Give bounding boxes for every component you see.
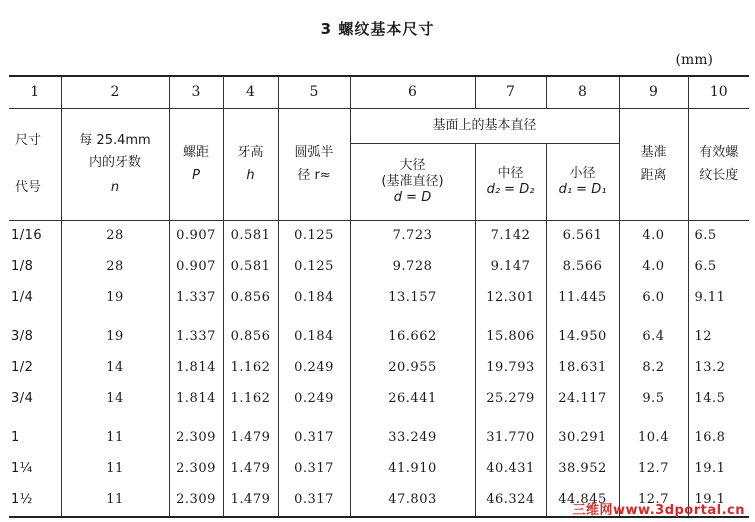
column-number: 2 bbox=[61, 76, 169, 109]
minor-diameter-header-line1: 小径 bbox=[569, 165, 596, 181]
column-number: 9 bbox=[619, 76, 688, 109]
thread-length-cell: 6.5 bbox=[688, 221, 749, 253]
thread-length-header bbox=[688, 109, 749, 221]
radius-cell: 0.249 bbox=[278, 353, 350, 384]
column-number: 3 bbox=[169, 76, 223, 109]
thread-length-header-line1: 有效螺 bbox=[699, 145, 739, 161]
teeth-count-cell: 11 bbox=[61, 415, 169, 454]
thread-height-header-line2: h bbox=[246, 167, 255, 183]
teeth-count-cell: 28 bbox=[61, 252, 169, 283]
size-cell: 1/8 bbox=[9, 252, 61, 283]
teeth-count-cell: 11 bbox=[61, 454, 169, 485]
minor-diameter-header-line2: d₁ = D₁ bbox=[558, 182, 607, 197]
pitch-diameter-cell: 40.431 bbox=[475, 454, 546, 485]
radius-cell: 0.317 bbox=[278, 454, 350, 485]
gauge-distance-header-line2: 距离 bbox=[640, 167, 667, 183]
teeth-count-cell: 14 bbox=[61, 353, 169, 384]
pitch-diameter-cell: 7.142 bbox=[475, 221, 546, 253]
radius-header-line2: 径 r≈ bbox=[297, 167, 331, 183]
major-diameter-cell: 33.249 bbox=[350, 415, 475, 454]
major-diameter-header-line1: 大径 bbox=[399, 157, 426, 173]
radius-cell: 0.125 bbox=[278, 221, 350, 253]
table-row bbox=[9, 454, 749, 485]
table-row bbox=[9, 353, 749, 384]
gauge-distance-cell: 6.0 bbox=[619, 283, 688, 314]
gauge-distance-cell: 9.5 bbox=[619, 384, 688, 415]
column-number: 5 bbox=[278, 76, 350, 109]
teeth-count-cell: 19 bbox=[61, 283, 169, 314]
radius-header-line1: 圆弧半 bbox=[294, 145, 334, 161]
pitch-cell: 1.337 bbox=[169, 314, 223, 353]
gauge-distance-cell: 8.2 bbox=[619, 353, 688, 384]
radius-cell: 0.317 bbox=[278, 415, 350, 454]
column-number: 6 bbox=[350, 76, 475, 109]
size-cell: 1 bbox=[9, 415, 61, 454]
size-header-line1: 尺寸 bbox=[15, 133, 42, 149]
thread-length-cell: 19.1 bbox=[688, 454, 749, 485]
table-row bbox=[9, 314, 749, 353]
gauge-distance-cell: 10.4 bbox=[619, 415, 688, 454]
thread-dimensions-table bbox=[9, 75, 749, 518]
minor-diameter-cell: 24.117 bbox=[546, 384, 619, 415]
size-header-line2: 代号 bbox=[15, 179, 42, 195]
pitch-header-line2: P bbox=[192, 167, 200, 183]
thread-height-cell: 1.479 bbox=[223, 415, 278, 454]
minor-diameter-cell: 8.566 bbox=[546, 252, 619, 283]
teeth-count-cell: 19 bbox=[61, 314, 169, 353]
pitch-cell: 2.309 bbox=[169, 415, 223, 454]
gauge-distance-cell: 4.0 bbox=[619, 252, 688, 283]
minor-diameter-cell: 44.845 bbox=[546, 485, 619, 517]
thread-height-cell: 1.479 bbox=[223, 454, 278, 485]
table-row bbox=[9, 221, 749, 253]
thread-length-cell: 19.1 bbox=[688, 485, 749, 517]
major-diameter-cell: 9.728 bbox=[350, 252, 475, 283]
minor-diameter-cell: 11.445 bbox=[546, 283, 619, 314]
pitch-diameter-cell: 19.793 bbox=[475, 353, 546, 384]
pitch-diameter-cell: 25.279 bbox=[475, 384, 546, 415]
radius-header bbox=[278, 109, 350, 221]
pitch-diameter-cell: 31.770 bbox=[475, 415, 546, 454]
pitch-cell: 1.337 bbox=[169, 283, 223, 314]
column-number: 1 bbox=[9, 76, 61, 109]
tpi-header-line1: 每 25.4mm bbox=[79, 133, 151, 149]
pitch-cell: 1.814 bbox=[169, 384, 223, 415]
thread-height-cell: 0.581 bbox=[223, 252, 278, 283]
thread-length-cell: 9.11 bbox=[688, 283, 749, 314]
watermark: 三维网www.3dportal.cn bbox=[572, 503, 745, 518]
column-number: 8 bbox=[546, 76, 619, 109]
size-cell: 1¼ bbox=[9, 454, 61, 485]
teeth-count-cell: 28 bbox=[61, 221, 169, 253]
thread-length-cell: 13.2 bbox=[688, 353, 749, 384]
size-cell: 1/16 bbox=[9, 221, 61, 253]
tpi-header bbox=[61, 109, 169, 221]
column-number: 4 bbox=[223, 76, 278, 109]
thread-height-header-line1: 牙高 bbox=[237, 145, 264, 161]
major-diameter-cell: 13.157 bbox=[350, 283, 475, 314]
thread-height-cell: 0.581 bbox=[223, 221, 278, 253]
column-number-row bbox=[9, 76, 749, 109]
radius-cell: 0.125 bbox=[278, 252, 350, 283]
size-header bbox=[9, 109, 61, 221]
gauge-distance-header bbox=[619, 109, 688, 221]
major-diameter-cell: 26.441 bbox=[350, 384, 475, 415]
pitch-diameter-cell: 15.806 bbox=[475, 314, 546, 353]
unit-label: (mm) bbox=[675, 52, 713, 68]
size-cell: 3/8 bbox=[9, 314, 61, 353]
thread-height-header bbox=[223, 109, 278, 221]
minor-diameter-cell: 30.291 bbox=[546, 415, 619, 454]
teeth-count-cell: 11 bbox=[61, 485, 169, 517]
gauge-distance-cell: 6.4 bbox=[619, 314, 688, 353]
pitch-diameter-cell: 12.301 bbox=[475, 283, 546, 314]
table-body bbox=[9, 221, 749, 518]
thread-height-cell: 1.162 bbox=[223, 384, 278, 415]
basic-diameter-group-header: 基面上的基本直径 bbox=[350, 109, 619, 144]
pitch-diameter-cell: 9.147 bbox=[475, 252, 546, 283]
gauge-distance-header-line1: 基准 bbox=[640, 145, 667, 161]
radius-cell: 0.184 bbox=[278, 283, 350, 314]
pitch-diameter-header-line2: d₂ = D₂ bbox=[486, 182, 535, 197]
minor-diameter-cell: 14.950 bbox=[546, 314, 619, 353]
major-diameter-header-line3: d = D bbox=[393, 190, 432, 206]
table-row bbox=[9, 415, 749, 454]
column-number: 10 bbox=[688, 76, 749, 109]
minor-diameter-header bbox=[546, 144, 619, 221]
thread-length-cell: 16.8 bbox=[688, 415, 749, 454]
thread-height-cell: 1.162 bbox=[223, 353, 278, 384]
column-number: 7 bbox=[475, 76, 546, 109]
thread-length-cell: 14.5 bbox=[688, 384, 749, 415]
major-diameter-cell: 16.662 bbox=[350, 314, 475, 353]
pitch-header-line1: 螺距 bbox=[182, 145, 209, 161]
major-diameter-cell: 7.723 bbox=[350, 221, 475, 253]
teeth-count-cell: 14 bbox=[61, 384, 169, 415]
pitch-diameter-header-line1: 中径 bbox=[497, 165, 524, 181]
minor-diameter-cell: 38.952 bbox=[546, 454, 619, 485]
thread-height-cell: 0.856 bbox=[223, 283, 278, 314]
pitch-header bbox=[169, 109, 223, 221]
thread-height-cell: 0.856 bbox=[223, 314, 278, 353]
header-row-1 bbox=[9, 109, 749, 144]
size-cell: 3/4 bbox=[9, 384, 61, 415]
major-diameter-header bbox=[350, 144, 475, 221]
gauge-distance-cell: 12.7 bbox=[619, 485, 688, 517]
pitch-cell: 2.309 bbox=[169, 485, 223, 517]
major-diameter-cell: 20.955 bbox=[350, 353, 475, 384]
major-diameter-cell: 47.803 bbox=[350, 485, 475, 517]
table-title: 3 螺纹基本尺寸 bbox=[320, 20, 435, 38]
gauge-distance-cell: 12.7 bbox=[619, 454, 688, 485]
tpi-header-line2: 内的牙数 bbox=[88, 155, 141, 171]
table-row bbox=[9, 252, 749, 283]
size-cell: 1/2 bbox=[9, 353, 61, 384]
thread-length-cell: 12 bbox=[688, 314, 749, 353]
size-cell: 1½ bbox=[9, 485, 61, 517]
radius-cell: 0.184 bbox=[278, 314, 350, 353]
pitch-diameter-cell: 46.324 bbox=[475, 485, 546, 517]
pitch-cell: 2.309 bbox=[169, 454, 223, 485]
major-diameter-cell: 41.910 bbox=[350, 454, 475, 485]
pitch-cell: 0.907 bbox=[169, 221, 223, 253]
pitch-cell: 1.814 bbox=[169, 353, 223, 384]
major-diameter-header-line2: (基准直径) bbox=[381, 173, 444, 189]
radius-cell: 0.317 bbox=[278, 485, 350, 517]
gauge-distance-cell: 4.0 bbox=[619, 221, 688, 253]
tpi-header-line3: n bbox=[110, 179, 120, 195]
size-cell: 1/4 bbox=[9, 283, 61, 314]
thread-length-header-line2: 纹长度 bbox=[699, 167, 739, 183]
minor-diameter-cell: 6.561 bbox=[546, 221, 619, 253]
pitch-diameter-header bbox=[475, 144, 546, 221]
thread-height-cell: 1.479 bbox=[223, 485, 278, 517]
table-row bbox=[9, 384, 749, 415]
thread-length-cell: 6.5 bbox=[688, 252, 749, 283]
table-row bbox=[9, 283, 749, 314]
pitch-cell: 0.907 bbox=[169, 252, 223, 283]
radius-cell: 0.249 bbox=[278, 384, 350, 415]
minor-diameter-cell: 18.631 bbox=[546, 353, 619, 384]
